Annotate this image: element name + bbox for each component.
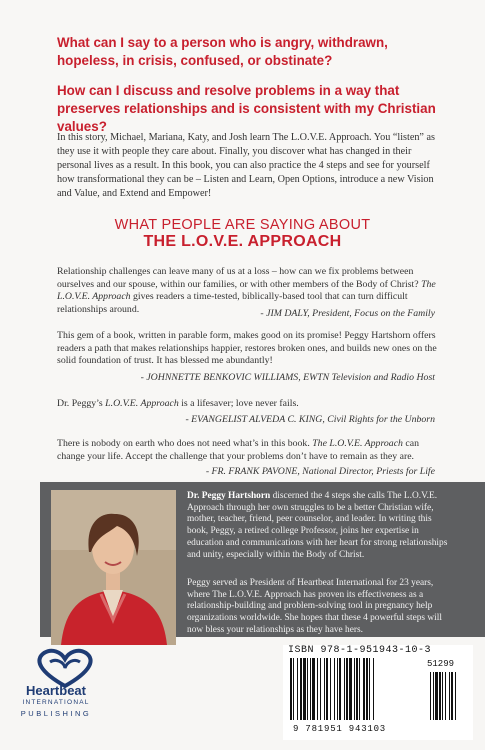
question-2: How can I discuss and resolve problems in a way that preserves relationships and is consistent with my Christian values?	[57, 83, 436, 134]
price-code: 51299	[427, 659, 455, 669]
praise-heading-line2: THE L.O.V.E. APPROACH	[143, 233, 342, 250]
endorsement-attribution: - EVANGELIST ALVEDA C. KING, Civil Rights for the Unborn	[185, 414, 435, 425]
endorsement-attribution: - FR. FRANK PAVONE, National Director, Priests for Life	[205, 466, 435, 477]
publisher-name: Heartbeat	[26, 683, 86, 698]
publisher-line2: INTERNATIONAL	[22, 699, 90, 706]
endorsement-attribution: - JIM DALY, President, Focus on the Family	[260, 308, 435, 319]
barcode-digits: 9 781951 943103	[293, 724, 387, 734]
endorsement-attribution: - JOHNNETTE BENKOVIC WILLIAMS, EWTN Television and Radio Host	[140, 372, 435, 383]
publisher-line3: PUBLISHING	[20, 709, 92, 718]
endorsement-quote: There is nobody on earth who does not need what’s in this book. The L.O.V.E. Approach can change your life. Accept the challenge that your problems don’t have to remain as they are.	[57, 438, 419, 462]
heart-icon	[20, 648, 110, 688]
intro-paragraph: In this story, Michael, Mariana, Katy, and Josh learn The L.O.V.E. Approach. You “listen” as they use it with people they care about. Finally, you discover what has changed in their personal lives as a result. In this book, you can also practice the 4 steps and see for yourself how transformational they can be – Listen and Learn, Open Options, introduce a new Vision and Value, and Extend and Empower!	[57, 132, 435, 200]
endorsement-quote: This gem of a book, written in parable form, makes good on its promise! Peggy Hartshorn offers readers a path that makes relationships happier, restores broken ones, and builds new ones on the solid foundation of trust. It has blessed me abundantly!	[57, 330, 437, 367]
author-bio-paragraph: Peggy served as President of Heartbeat International for 23 years, where The L.O.V.E. Approach has proven its effectiveness as a relationship-building and problem-solving tool in pregnancy help organizations worldwide. She hopes that these 4 powerful steps will now bless your relationships as they have hers.	[187, 578, 442, 635]
praise-heading-line1: WHAT PEOPLE ARE SAYING ABOUT	[114, 217, 371, 233]
endorsement-quote: Relationship challenges can leave many of us at a loss – how can we fix problems between ourselves and our spouse, within our families, or with other members of the Body of Christ? The L.O.V.E. Approach gives readers a time-tested, biblically-based tool that can turn difficult relationships around.	[57, 266, 436, 316]
author-bio-paragraph: Dr. Peggy Hartshorn discerned the 4 steps she calls The L.O.V.E. Approach through her own struggles to be a better Christian wife, mother, teacher, friend, peer counselor, and leader. In writing this book, Peggy, a retired college Professor, joins her expertise in education and communications with her heart for strong relationships and unity, especially within the Body of Christ.	[187, 491, 448, 560]
endorsement-quote: Dr. Peggy’s L.O.V.E. Approach is a lifesaver; love never fails.	[57, 398, 299, 409]
author-portrait-illustration	[51, 490, 176, 645]
isbn-label: ISBN 978-1-951943-10-3	[288, 645, 432, 656]
author-photo	[51, 490, 176, 645]
question-1: What can I say to a person who is angry, withdrawn, hopeless, in crisis, confused, or obstinate?	[57, 35, 388, 68]
